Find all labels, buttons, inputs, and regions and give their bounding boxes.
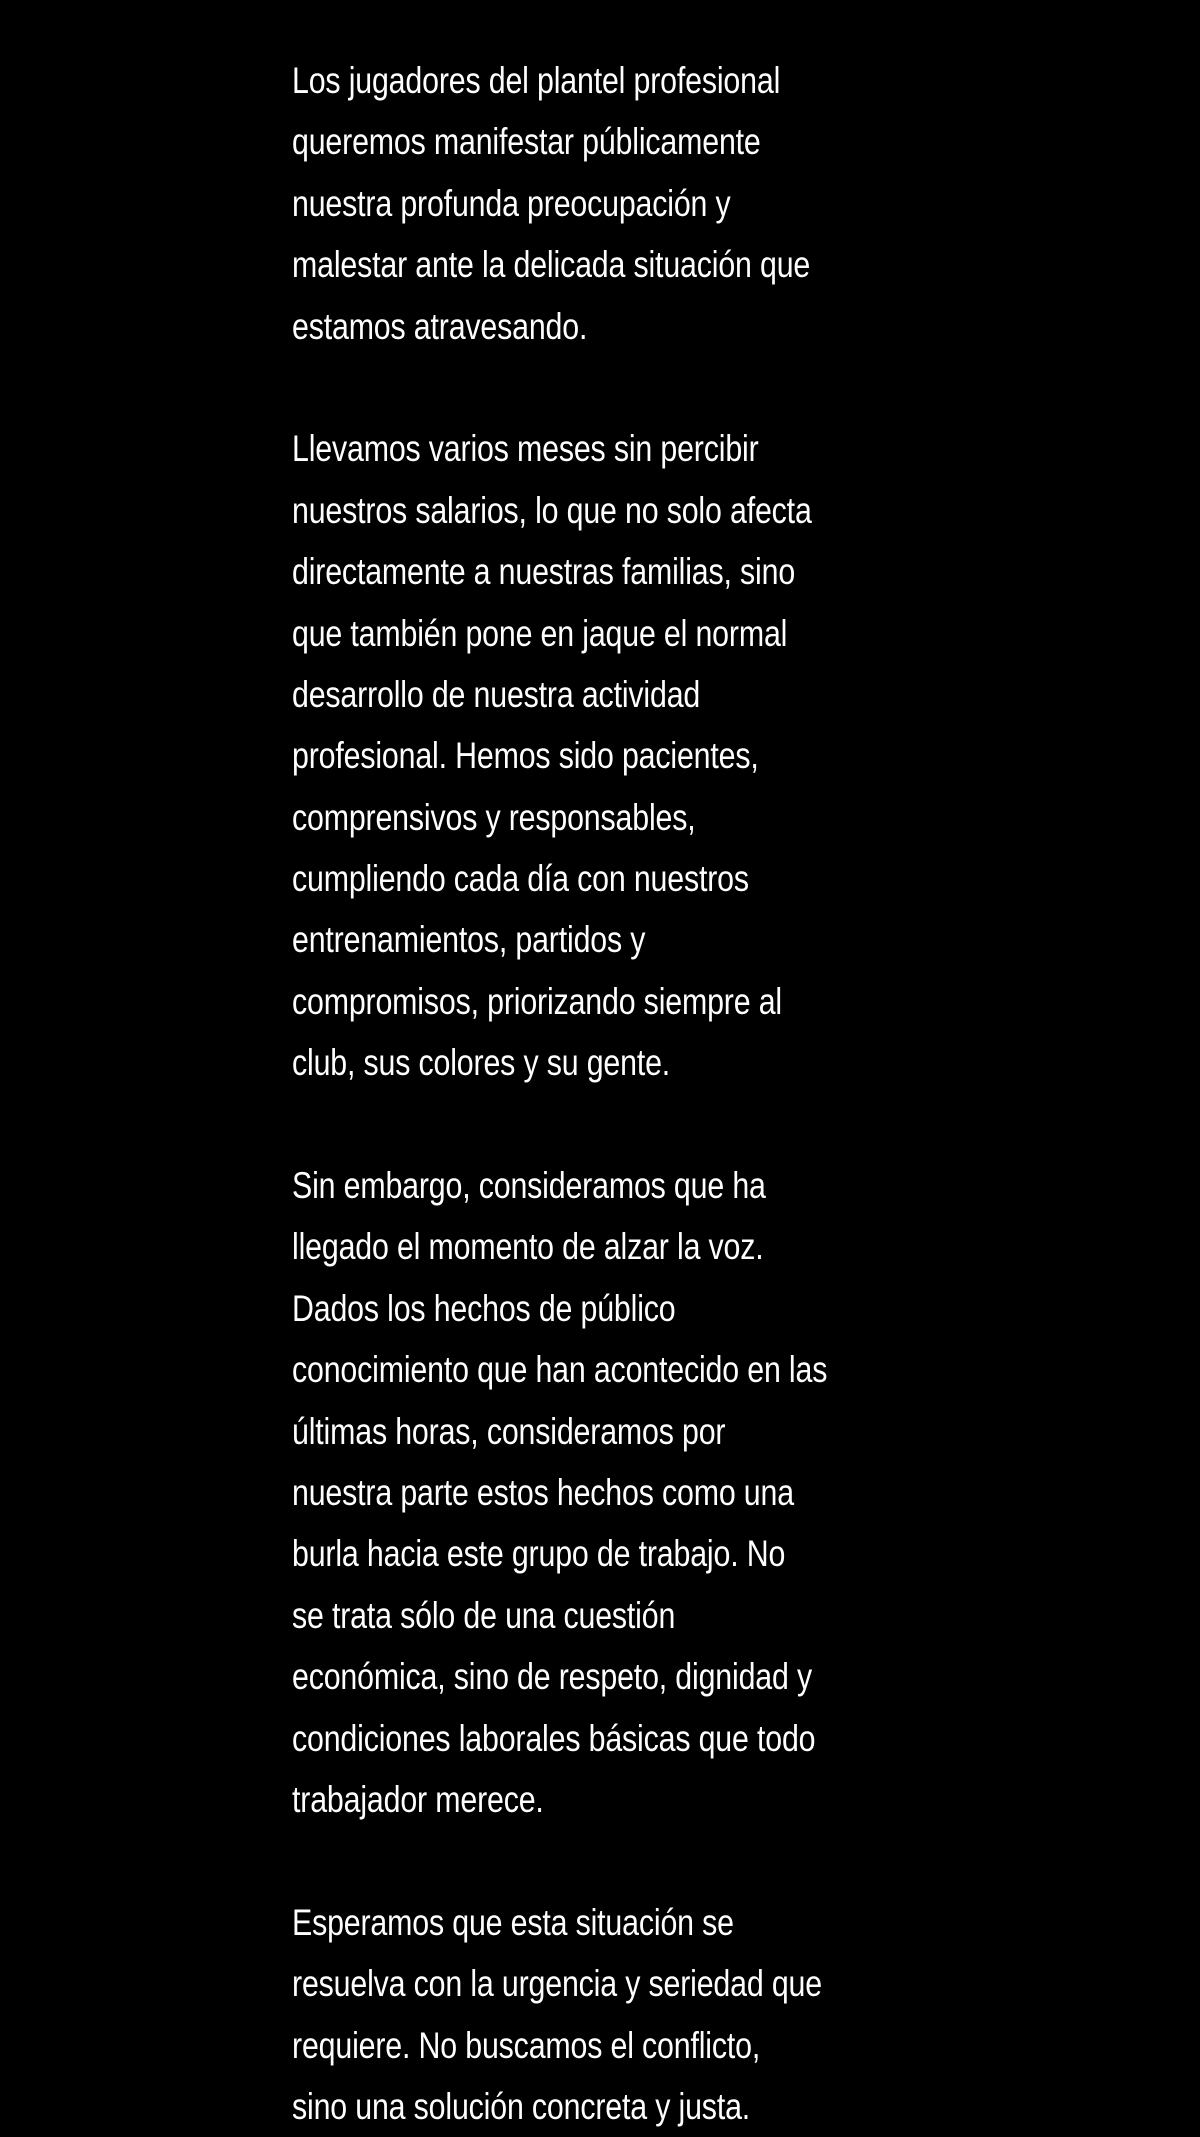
text-line: profesional. Hemos sido pacientes, — [292, 735, 759, 777]
text-line: Llevamos varios meses sin percibir — [292, 428, 759, 470]
paragraph-4 — [292, 1892, 932, 2137]
text-line: llegado el momento de alzar la voz. — [292, 1226, 764, 1268]
paragraph-3 — [292, 1155, 932, 1830]
text-line: desarrollo de nuestra actividad — [292, 673, 701, 715]
text-line: nuestra parte estos hechos como una — [292, 1471, 794, 1513]
paragraph-2 — [292, 418, 932, 1093]
text-line: Dados los hechos de público — [292, 1287, 676, 1329]
paragraph-gap — [292, 1830, 932, 1891]
text-line: económica, sino de respeto, dignidad y — [292, 1656, 812, 1698]
text-line: entrenamientos, partidos y — [292, 919, 646, 961]
text-line: últimas horas, consideramos por — [292, 1410, 726, 1452]
text-line: directamente a nuestras familias, sino — [292, 551, 796, 593]
text-line: requiere. No buscamos el conflicto, — [292, 2024, 761, 2066]
text-line: Esperamos que esta situación se — [292, 1901, 734, 1943]
text-line: se trata sólo de una cuestión — [292, 1594, 676, 1636]
text-line: Los jugadores del plantel profesional — [292, 60, 781, 101]
text-line: burla hacia este grupo de trabajo. No — [292, 1533, 786, 1575]
text-line: que también pone en jaque el normal — [292, 612, 788, 654]
text-line: Sin embargo, consideramos que ha — [292, 1165, 766, 1207]
text-line: nuestra profunda preocupación y — [292, 182, 731, 224]
text-line: condiciones laborales básicas que todo — [292, 1717, 816, 1759]
text-line: compromisos, priorizando siempre al — [292, 980, 783, 1022]
text-line: trabajador merece. — [292, 1778, 544, 1820]
text-line: cumpliendo cada día con nuestros — [292, 858, 749, 900]
text-line: queremos manifestar públicamente — [292, 121, 761, 163]
text-line: sino una solución concreta y justa. — [292, 2085, 751, 2127]
paragraph-1 — [292, 50, 932, 357]
statement-text — [292, 50, 932, 2137]
text-line: conocimiento que han acontecido en las — [292, 1349, 828, 1391]
text-line: comprensivos y responsables, — [292, 796, 696, 838]
paragraph-gap — [292, 1094, 932, 1155]
text-line: resuelva con la urgencia y seriedad que — [292, 1963, 822, 2005]
text-line: malestar ante la delicada situación que — [292, 244, 811, 286]
text-line: nuestros salarios, lo que no solo afecta — [292, 489, 812, 531]
text-line: club, sus colores y su gente. — [292, 1042, 671, 1084]
paragraph-gap — [292, 357, 932, 418]
text-line: estamos atravesando. — [292, 305, 588, 347]
